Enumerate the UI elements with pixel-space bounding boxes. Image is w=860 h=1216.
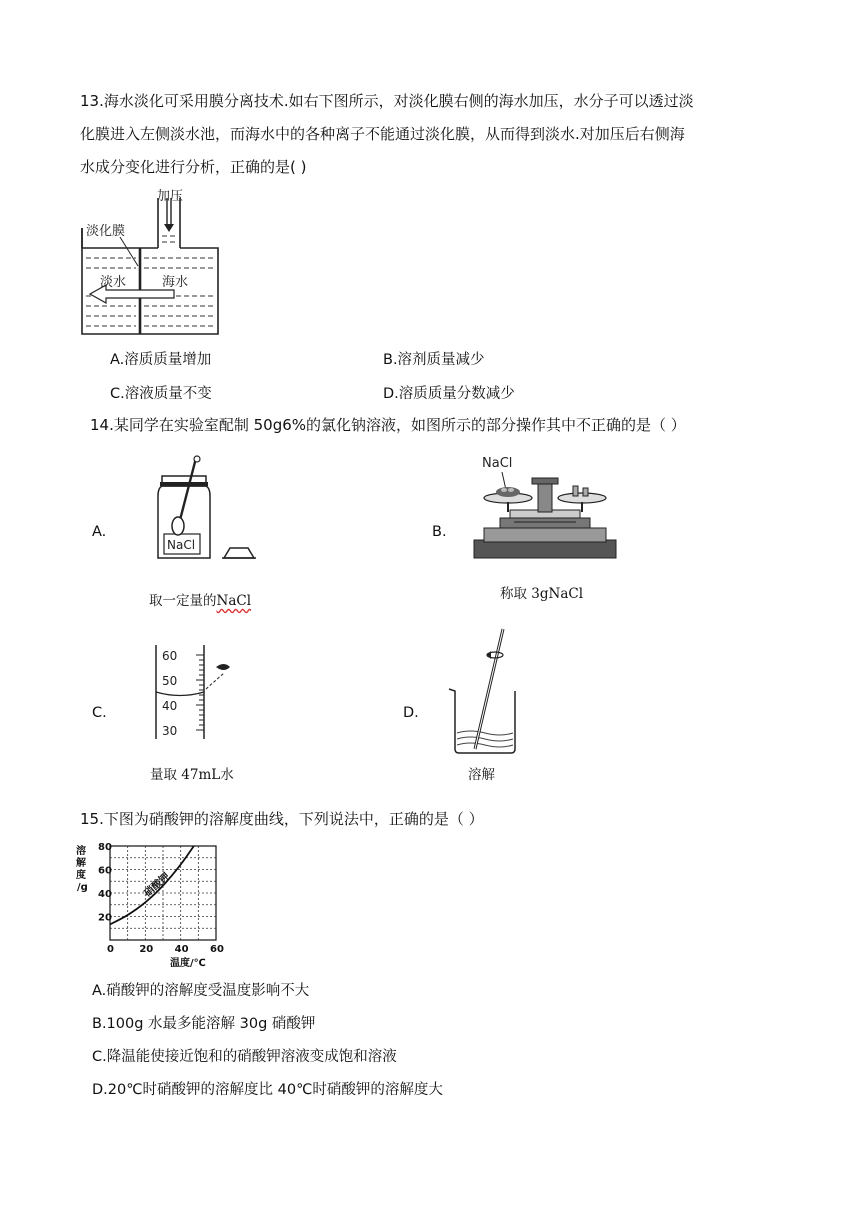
q14-caption-d: 溶解 [468,767,495,783]
q13-label-sea: 海水 [162,275,189,290]
q13-desalination-figure [78,188,228,338]
chart-ylabel-4: /g [77,882,88,893]
chart-xlabel: 温度/℃ [170,958,206,969]
chart-ytick-label: 40 [98,889,112,900]
q14-tick-50: 50 [162,674,178,688]
q15-option-a[interactable]: A.硝酸钾的溶解度受温度影响不大 [92,983,310,999]
q13-stem-line2: 化膜进入左侧淡水池，而海水中的各种离子不能通过淡化膜，从而得到淡水.对加压后右侧海 [80,125,685,143]
chart-xtick-label: 40 [174,944,189,955]
q15-option-c[interactable]: C.降温能使接近饱和的硝酸钾溶液变成饱和溶液 [92,1049,397,1065]
q14-option-a-label[interactable]: A. [92,524,107,540]
q14-bottle-label: NaCl [167,538,196,552]
q13-option-c[interactable]: C.溶液质量不变 [110,386,212,402]
q14-balance-label: NaCl [482,456,513,471]
q13-stem-line1: 13.海水淡化可采用膜分离技术.如右下图所示，对淡化膜右侧的海水加压，水分子可以透过淡 [80,92,694,110]
q14-option-b-label[interactable]: B. [432,524,447,540]
chart-xtick-label: 20 [139,944,154,955]
chart-xtick-label: 60 [210,944,224,955]
q13-label-pressure: 加压 [157,189,184,204]
chart-ylabel-3: 度 [76,870,86,881]
chart-ytick-label: 80 [98,842,112,853]
q14-caption-a-nacl: NaCl [216,593,252,609]
q14-tick-30: 30 [162,724,178,738]
q15-option-b[interactable]: B.100g 水最多能溶解 30g 硝酸钾 [92,1016,316,1032]
q14-option-c-label[interactable]: C. [92,705,107,721]
q15-option-d[interactable]: D.20℃时硝酸钾的溶解度比 40℃时硝酸钾的溶解度大 [92,1082,443,1098]
chart-ytick-label: 20 [98,912,112,924]
q14-bottle-figure [148,454,288,564]
chart-ylabel-2: 解 [76,858,86,869]
q14-balance-figure [470,452,620,564]
q13-stem-line3: 水成分变化进行分析，正确的是( ) [80,158,307,176]
q14-caption-a-text: 取一定量的 [149,593,217,609]
q14-cylinder-figure [150,643,230,743]
q14-tick-60: 60 [162,649,178,663]
chart-ylabel-1: 溶 [76,846,86,857]
q13-option-b[interactable]: B.溶剂质量减少 [383,352,485,368]
q14-tick-40: 40 [162,699,178,713]
q13-option-d[interactable]: D.溶质质量分数减少 [383,386,515,402]
chart-ytick-label: 60 [98,865,112,877]
q13-label-fresh: 淡水 [100,275,127,290]
q15-stem: 15.下图为硝酸钾的溶解度曲线，下列说法中，正确的是（ ） [80,810,484,828]
q14-stem: 14.某同学在实验室配制 50g6%的氯化钠溶液，如图所示的部分操作其中不正确的是（ ） [90,416,686,434]
q14-caption-c: 量取 47mL水 [150,767,234,783]
chart-xtick-label: 0 [107,944,114,955]
chart-series-label: 硝酸钾 [142,871,173,900]
q14-beaker-figure [445,625,525,755]
q14-caption-a [149,589,251,609]
q13-label-membrane: 淡化膜 [86,224,126,239]
q13-option-a[interactable]: A.溶质质量增加 [110,352,212,368]
q14-option-d-label[interactable]: D. [403,705,419,721]
q14-caption-b: 称取 3gNaCl [500,586,584,602]
q15-solubility-chart [74,840,224,970]
